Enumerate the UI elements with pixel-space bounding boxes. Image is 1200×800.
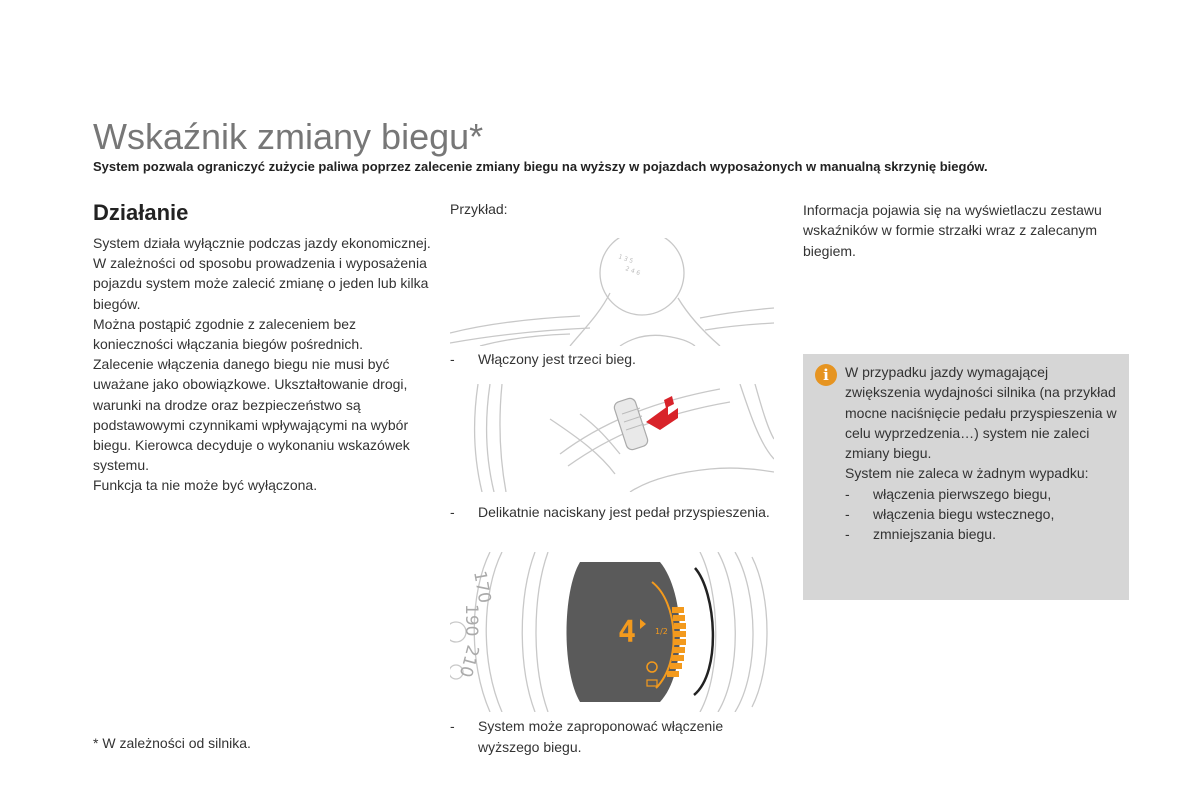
- example-item: [450, 502, 770, 523]
- dash: -: [845, 506, 850, 523]
- svg-text:2 4 6: 2 4 6: [624, 265, 642, 278]
- paragraph: System działa wyłącznie podczas jazdy ekonomicznej.: [93, 235, 431, 251]
- gauge-number: 170: [469, 569, 495, 605]
- display-fraction: 1/2: [655, 627, 668, 636]
- pedal-illustration: [450, 384, 774, 492]
- section-heading: Działanie: [93, 200, 189, 225]
- page-subtitle: System pozwala ograniczyć zużycie paliwa poprzez zalecenie zmiany biegu na wyższy w pojazdach wyposażonych w manualną skrzynię biegów.: [93, 159, 988, 174]
- display-info-text: Informacja pojawia się na wyświetlaczu zestawu wskaźników w formie strzałki wraz z zalecanym biegiem.: [803, 202, 1102, 259]
- info-box-text: [845, 362, 1125, 545]
- paragraph: Zalecenie włączenia danego biegu nie musi być uważane jako obowiązkowe. Ukształtowanie drogi, warunki na drodze oraz bezpieczeństwo są podstawowymi czynnikami wpływającymi na wybór biegu. Kierowca decyduje o wykonaniu wskazówek systemu.: [93, 356, 410, 474]
- paragraph: Można postąpić zgodnie z zaleceniem bez konieczności włączania biegów pośrednich.: [93, 315, 364, 353]
- gear-knob-illustration: [450, 238, 774, 346]
- dash: -: [450, 504, 455, 520]
- footnote: * W zależności od silnika.: [93, 735, 251, 751]
- example-item-text: Włączony jest trzeci bieg.: [478, 351, 636, 367]
- info-list: [845, 484, 1125, 545]
- dash: -: [845, 526, 850, 543]
- gauge-number: 190: [461, 604, 481, 637]
- list-item-text: włączenia pierwszego biegu,: [873, 485, 1052, 502]
- list-item-text: zmniejszania biegu.: [873, 526, 996, 543]
- paragraph: Funkcja ta nie może być wyłączona.: [93, 477, 318, 494]
- info-paragraph: W przypadku jazdy wymagającej zwiększenia wydajności silnika (na przykład mocne naciśnięcie pedału przyspieszenia w celu wyprzedzenia…) system nie zaleci zmiany biegu.: [845, 364, 1117, 462]
- example-item-text: Delikatnie naciskany jest pedał przyspieszenia.: [478, 504, 770, 520]
- info-paragraph: System nie zaleca w żadnym wypadku:: [845, 465, 1089, 482]
- display-gear: 4: [618, 615, 637, 650]
- dash: -: [450, 351, 455, 367]
- gauge-number: 210: [454, 642, 483, 680]
- example-item: [450, 349, 770, 370]
- list-item: [845, 524, 1125, 544]
- info-box: [803, 354, 1129, 600]
- info-icon: i: [815, 364, 837, 386]
- dash: -: [450, 718, 455, 734]
- example-label: Przykład:: [450, 201, 508, 217]
- display-illustration: [450, 552, 774, 712]
- svg-text:1 3 5: 1 3 5: [617, 253, 635, 266]
- page-title: Wskaźnik zmiany biegu*: [93, 116, 484, 157]
- list-item-text: włączenia biegu wstecznego,: [873, 506, 1055, 523]
- section-body: [93, 233, 433, 496]
- dash: -: [845, 485, 850, 502]
- example-item-text: System może zaproponować włączenie wyższego biegu.: [478, 718, 724, 755]
- example-item: [450, 716, 770, 757]
- list-item: [845, 504, 1125, 524]
- gear-knob-drawing: [450, 238, 774, 346]
- pedal-drawing: [450, 384, 774, 492]
- display-drawing: [450, 552, 774, 712]
- paragraph: W zależności od sposobu prowadzenia i wyposażenia pojazdu system może zalecić zmianę o jeden lub kilka biegów.: [93, 255, 429, 312]
- list-item: [845, 484, 1125, 504]
